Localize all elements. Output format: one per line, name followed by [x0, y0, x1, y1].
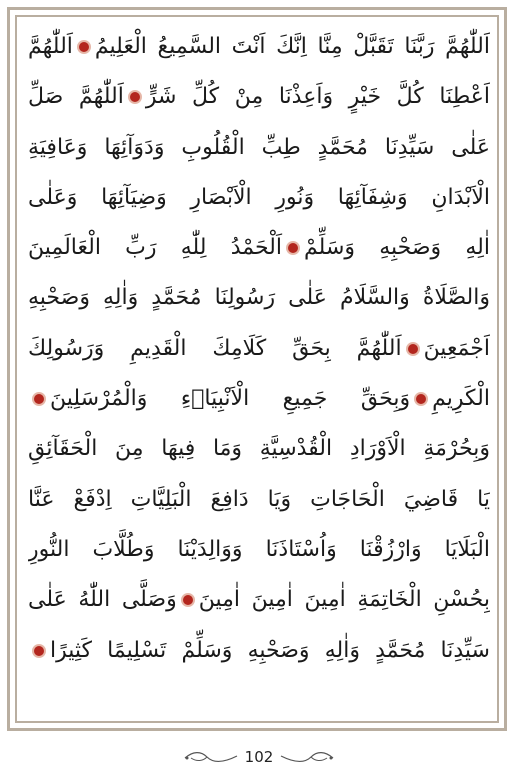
rose-separator-icon — [32, 644, 46, 658]
line-5-end: اَلْحَمْدُ لِلّٰهِ رَبِّ الْعَالَمِينَ — [28, 235, 283, 261]
text-line-10 — [28, 475, 490, 525]
right-ornament-icon — [279, 749, 335, 765]
text-line-12 — [28, 575, 490, 625]
page-footer — [0, 743, 518, 771]
line-6-text: وَالصَّلَاةُ وَالسَّلَامُ عَلٰى رَسُولِنَا مُحَمَّدٍ وَاٰلِهِ وَصَحْبِهِ — [28, 285, 490, 311]
line-12-start: بِحُسْنِ الْخَاتِمَةِ اٰمِينَ اٰمِينَ اٰمِينَ — [198, 587, 490, 613]
text-line-4 — [28, 173, 490, 223]
text-line-1 — [28, 22, 490, 72]
line-7-end: اَللّٰهُمَّ بِحَقِّ كَلَامِكَ الْقَدِيمِ وَرَسُولِكَ — [28, 335, 402, 361]
line-9-text: وَبِحُرْمَةِ الْاَوْرَادِ الْقُدْسِيَّةِ وَمَا فِيهَا مِنَ الْحَقَآئِقِ — [28, 436, 490, 462]
rose-separator-icon — [181, 593, 195, 607]
text-line-2 — [28, 72, 490, 122]
line-12-end: وَصَلَّى اللّٰهُ عَلٰى — [28, 587, 177, 613]
text-line-5 — [28, 223, 490, 273]
line-1-start: اَللّٰهُمَّ رَبَّنَا تَقَبَّلْ مِنَّا اِنَّكَ اَنْتَ السَّمِيعُ الْعَلِيمُ — [94, 34, 490, 59]
line-10-text: يَا قَاضِيَ الْحَاجَاتِ وَيَا دَافِعَ الْبَلِيَّاتِ اِدْفَعْ عَنَّا — [28, 486, 490, 512]
text-line-11 — [28, 525, 490, 575]
page-number: 102 — [244, 748, 274, 766]
rose-separator-icon — [128, 90, 142, 104]
rose-separator-icon — [32, 392, 46, 406]
prayer-text — [28, 22, 490, 676]
rose-separator-icon — [414, 392, 428, 406]
text-line-8 — [28, 374, 490, 424]
left-ornament-icon — [183, 749, 239, 765]
line-4-text: الْاَبْدَانِ وَشِفَآئِهَا وَنُورِ الْاَبْصَارِ وَضِيَآئِهَا وَعَلٰى — [28, 184, 490, 210]
line-2-start: اَعْطِنَا كُلَّ خَيْرٍ وَاَعِذْنَا مِنْ كُلِّ شَرٍّ — [145, 84, 490, 110]
line-2-end: اَللّٰهُمَّ صَلِّ — [28, 84, 124, 110]
line-7-start: اَجْمَعِينَ — [423, 335, 490, 361]
line-1-end: اَللّٰهُمَّ — [28, 34, 73, 59]
text-line-7 — [28, 324, 490, 374]
line-11-text: الْبَلَايَا وَارْزُقْنَا وَاُسْتَاذَنَا وَوَالِدَيْنَا وَطُلَّابَ النُّورِ — [28, 536, 490, 562]
line-8-start: الْكَرِيمِ — [432, 386, 490, 412]
line-3-text: عَلٰى سَيِّدِنَا مُحَمَّدٍ طِبِّ الْقُلُوبِ وَدَوَآئِهَا وَعَافِيَةِ — [28, 134, 490, 160]
line-5-start: اٰلِهِ وَصَحْبِهِ وَسَلِّمْ — [304, 235, 490, 261]
line-13-text: سَيِّدِنَا مُحَمَّدٍ وَاٰلِهِ وَصَحْبِهِ وَسَلِّمْ تَسْلِيمًا كَثِيرًا — [50, 637, 490, 663]
text-line-3 — [28, 123, 490, 173]
rose-separator-icon — [77, 40, 91, 54]
text-line-6 — [28, 273, 490, 323]
line-8-end: وَبِحَقِّ جَمِيعِ الْاَنْبِيَاۤءِ وَالْمُرْسَلِينَ — [50, 386, 411, 412]
rose-separator-icon — [406, 342, 420, 356]
text-line-13 — [28, 626, 490, 676]
text-line-9 — [28, 424, 490, 474]
rose-separator-icon — [286, 241, 300, 255]
